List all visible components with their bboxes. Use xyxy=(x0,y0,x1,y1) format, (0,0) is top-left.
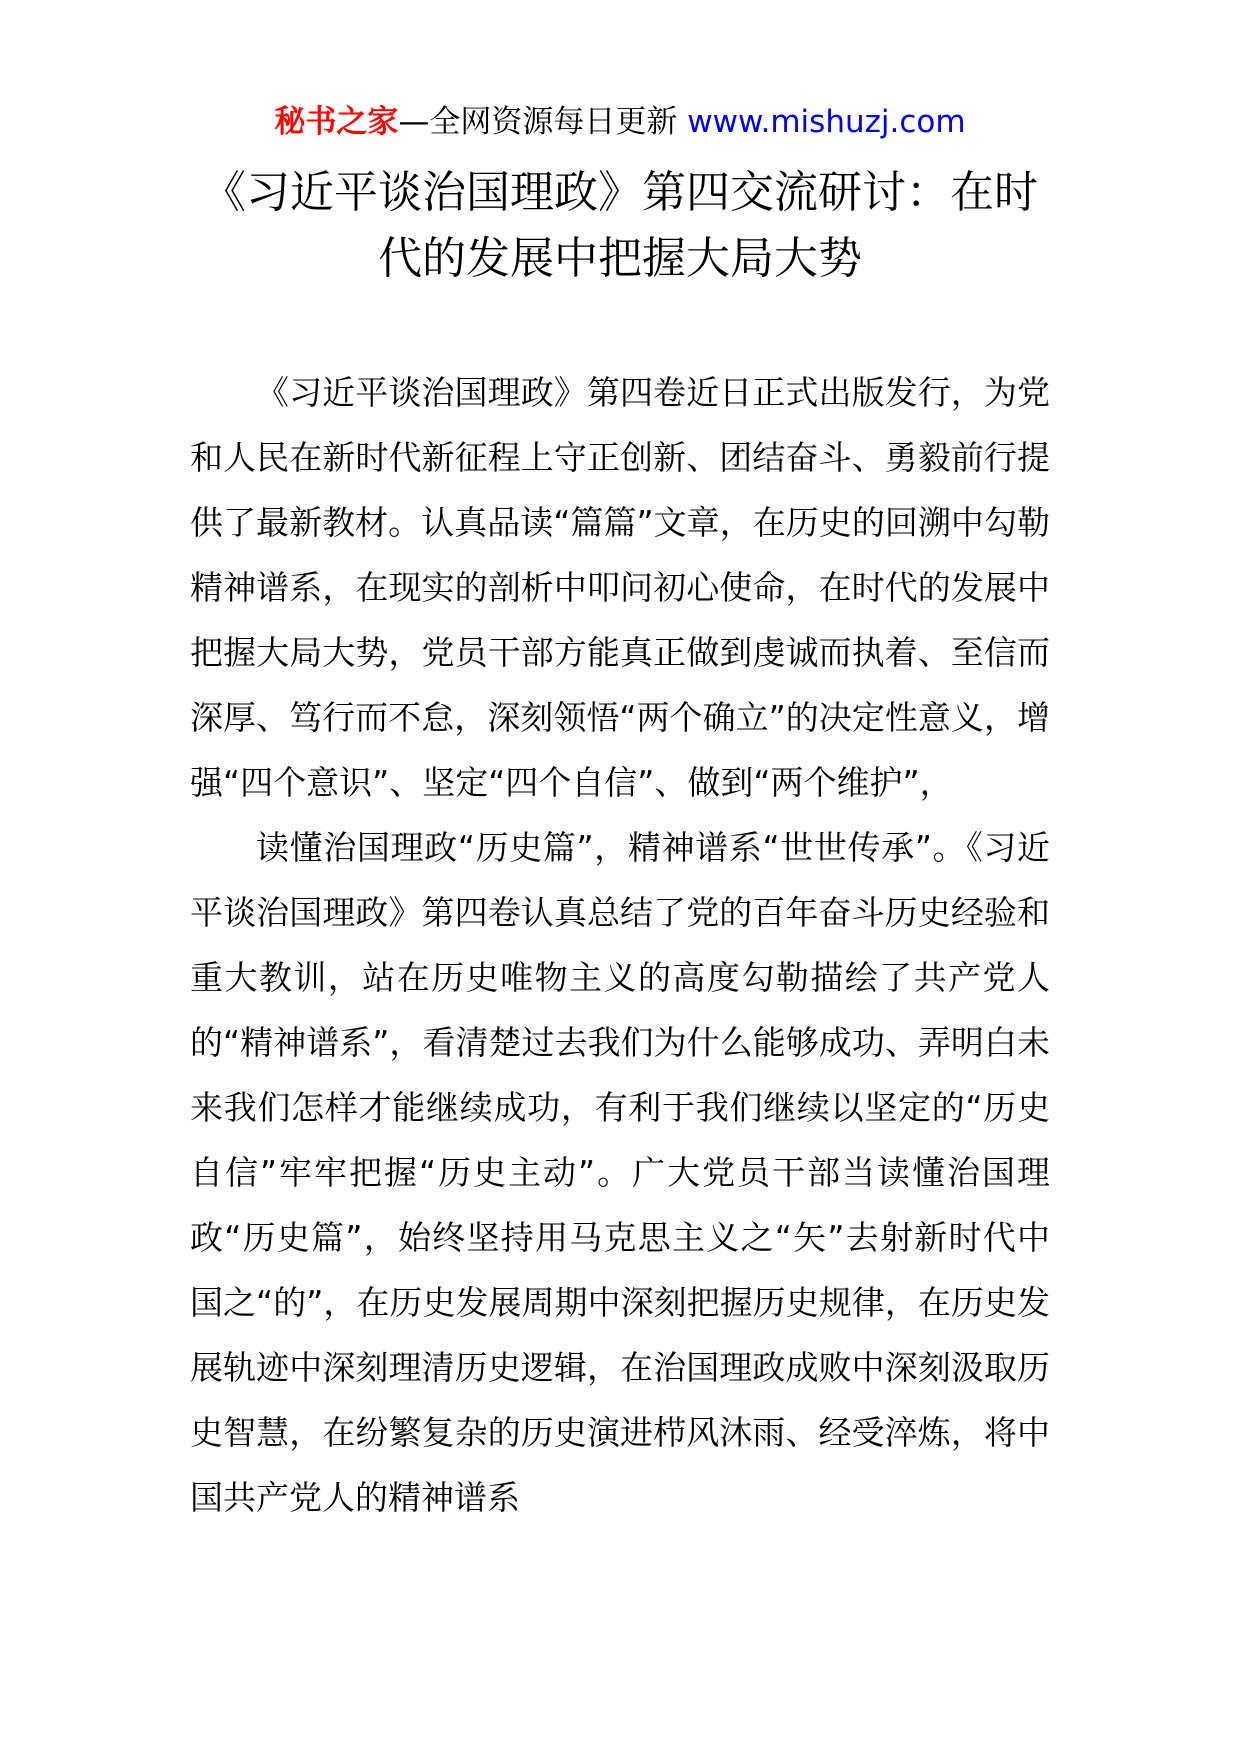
site-tagline: —全网资源每日更新 xyxy=(398,104,678,140)
document-body xyxy=(190,360,1050,1530)
site-name: 秘书之家 xyxy=(274,104,399,140)
document-title: 《习近平谈治国理政》第四交流研讨：在时代的发展中把握大局大势 xyxy=(202,167,1038,284)
site-header xyxy=(0,100,1240,144)
paragraph-history: 读懂治国理政“历史篇”，精神谱系“世世传承”。《习近平谈治国理政》第四卷认真总结了党的百年奋斗历史经验和重大教训，站在历史唯物主义的高度勾勒描绘了共产党人的“精神谱系”，看清楚过去我们为什么能够成功、弄明白未来我们怎样才能继续成功，有利于我们继续以坚定的“历史自信”牢牢把握“历史主动”。广大党员干部当读懂治国理政“历史篇”，始终坚持用马克思主义之“矢”去射新时代中国之“的”，在历史发展周期中深刻把握历史规律，在历史发展轨迹中深刻理清历史逻辑，在治国理政成败中深刻汲取历史智慧，在纷繁复杂的历史演进栉风沐雨、经受淬炼，将中国共产党人的精神谱系 xyxy=(190,828,1050,1517)
paragraph-intro: 《习近平谈治国理政》第四卷近日正式出版发行，为党和人民在新时代新征程上守正创新、团结奋斗、勇毅前行提供了最新教材。认真品读“篇篇”文章，在历史的回溯中勾勒精神谱系，在现实的剖析中叩问初心使命，在时代的发展中把握大局大势，党员干部方能真正做到虔诚而执着、至信而深厚、笃行而不怠，深刻领悟“两个确立”的决定性意义，增强“四个意识”、坚定“四个自信”、做到“两个维护”， xyxy=(190,373,1050,802)
site-url[interactable]: www.mishuzj.com xyxy=(687,104,966,140)
